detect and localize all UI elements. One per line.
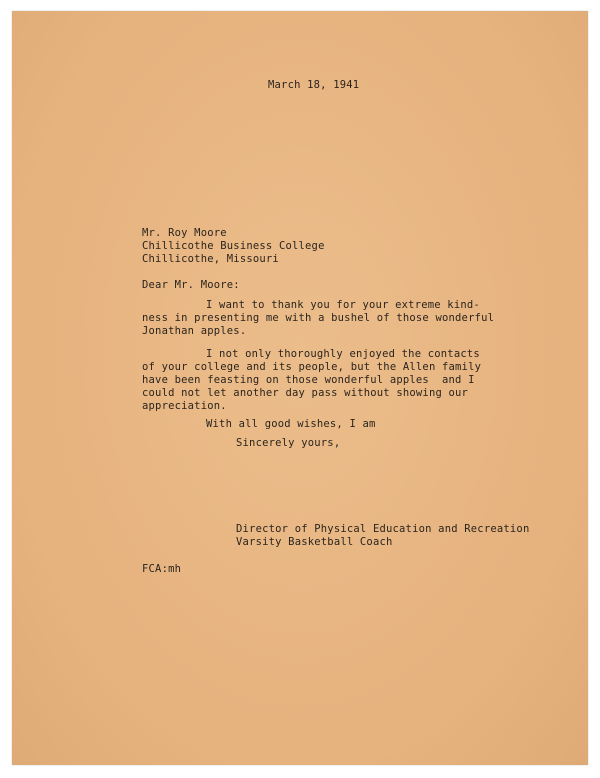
closing-line: With all good wishes, I am xyxy=(206,418,376,430)
recipient-location: Chillicothe, Missouri xyxy=(142,253,279,265)
paragraph2-line: I not only thoroughly enjoyed the contacts xyxy=(206,348,480,360)
paragraph1-line: I want to thank you for your extreme kind- xyxy=(206,299,480,311)
signature-title-line: Varsity Basketball Coach xyxy=(236,536,393,548)
signature-title-line: Director of Physical Education and Recreation xyxy=(236,523,530,535)
paragraph1-line: ness in presenting me with a bushel of those wonderful xyxy=(142,312,495,324)
salutation: Dear Mr. Moore: xyxy=(142,279,240,291)
paragraph2-line: could not let another day pass without showing our xyxy=(142,387,469,399)
recipient-organization: Chillicothe Business College xyxy=(142,240,325,252)
paragraph1-line: Jonathan apples. xyxy=(142,325,247,337)
paragraph2-line: have been feasting on those wonderful apples and I xyxy=(142,374,475,386)
complimentary-close: Sincerely yours, xyxy=(236,437,341,449)
paragraph2-line: appreciation. xyxy=(142,400,227,412)
reference-initials: FCA:mh xyxy=(142,563,182,575)
recipient-name: Mr. Roy Moore xyxy=(142,227,227,239)
paragraph2-line: of your college and its people, but the Allen family xyxy=(142,361,482,373)
letter-date: March 18, 1941 xyxy=(268,79,360,91)
